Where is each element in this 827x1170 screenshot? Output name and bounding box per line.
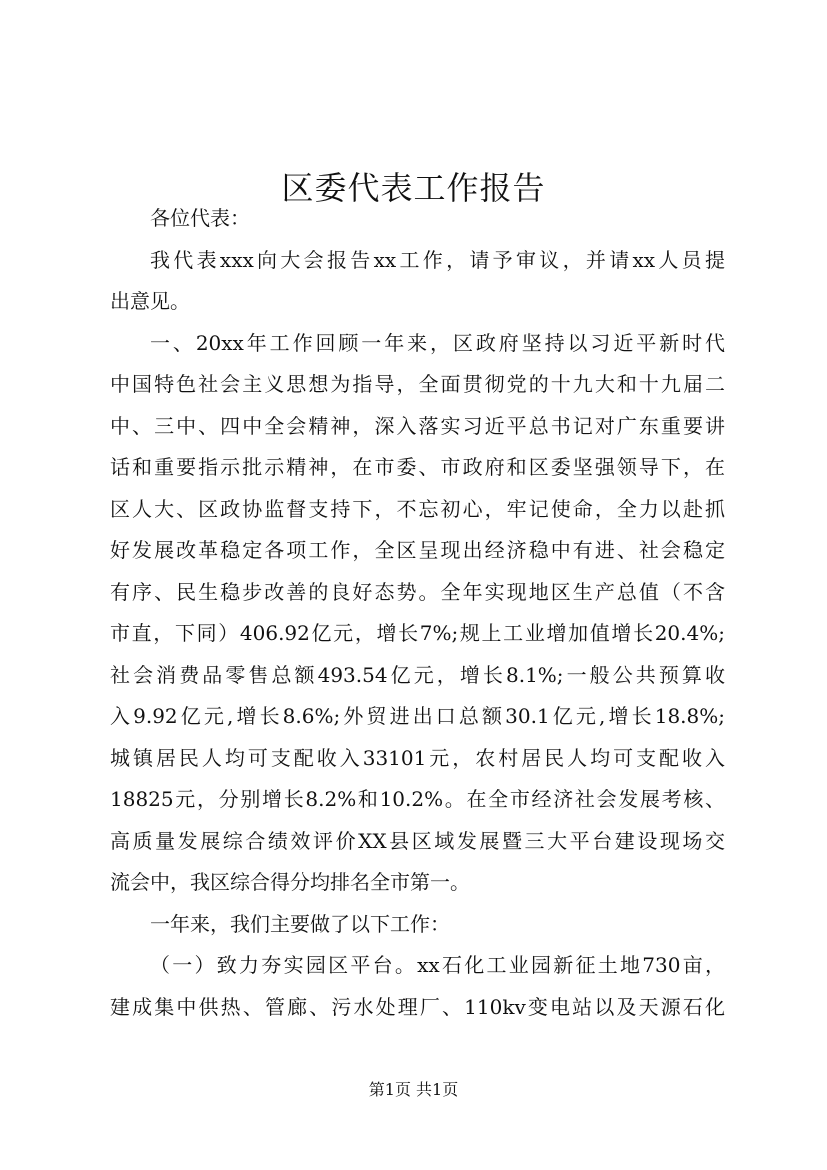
text-line: 高质量发展综合绩效评价XX县区域发展暨三大平台建设现场交: [110, 828, 725, 853]
page-number-footer: 第1页 共1页: [368, 1080, 459, 1099]
review-paragraph: [110, 323, 725, 904]
text-line: 入9.92亿元,增长8.6%;外贸进出口总额30.1亿元,增长18.8%;: [110, 704, 725, 728]
text-line: 流会中，我区综合得分均排名全市第一。: [110, 870, 470, 894]
intro-paragraph: [110, 240, 725, 323]
text-line: 一年来，我们主要做了以下工作：: [150, 911, 450, 936]
text-line: 区人大、区政协监督支持下，不忘初心，牢记使命，全力以赴抓: [110, 496, 725, 521]
document-title: 区委代表工作报告: [281, 169, 546, 208]
text-line: 18825元，分别增长8.2%和10.2%。在全市经济社会发展考核、: [110, 787, 725, 811]
item1-paragraph: [110, 945, 725, 1028]
salutation-line: 各位代表：: [150, 206, 250, 230]
text-line: 出意见。: [110, 289, 190, 313]
text-line: 中、三中、四中全会精神，深入落实习近平总书记对广东重要讲: [110, 413, 725, 438]
text-line: 好发展改革稳定各项工作，全区呈现出经济稳中有进、社会稳定: [110, 538, 725, 562]
document-body: [110, 198, 725, 1028]
salutation-paragraph: [110, 198, 725, 240]
text-line: 市直，下同）406.92亿元，增长7%;规上工业增加值增长20.4%;: [110, 621, 725, 645]
text-line: 建成集中供热、管廊、污水处理厂、110kv变电站以及天源石化: [110, 994, 725, 1019]
text-line: 话和重要指示批示精神，在市委、市政府和区委坚强领导下，在: [110, 455, 725, 479]
text-line: 社会消费品零售总额493.54亿元，增长8.1%;一般公共预算收: [110, 662, 725, 687]
work-intro-paragraph: [110, 904, 725, 946]
text-line: 中国特色社会主义思想为指导，全面贯彻党的十九大和十九届二: [110, 372, 725, 396]
text-line: 我代表xxx向大会报告xx工作，请予审议，并请xx人员提: [150, 247, 725, 272]
text-line: 城镇居民人均可支配收入33101元，农村居民人均可支配收入: [110, 745, 725, 770]
text-line: 一、20xx年工作回顾一年来，区政府坚持以习近平新时代: [150, 330, 725, 355]
text-line: 有序、民生稳步改善的良好态势。全年实现地区生产总值（不含: [110, 579, 725, 604]
text-line: （一）致力夯实园区平台。xx石化工业园新征土地730亩，: [150, 953, 725, 977]
